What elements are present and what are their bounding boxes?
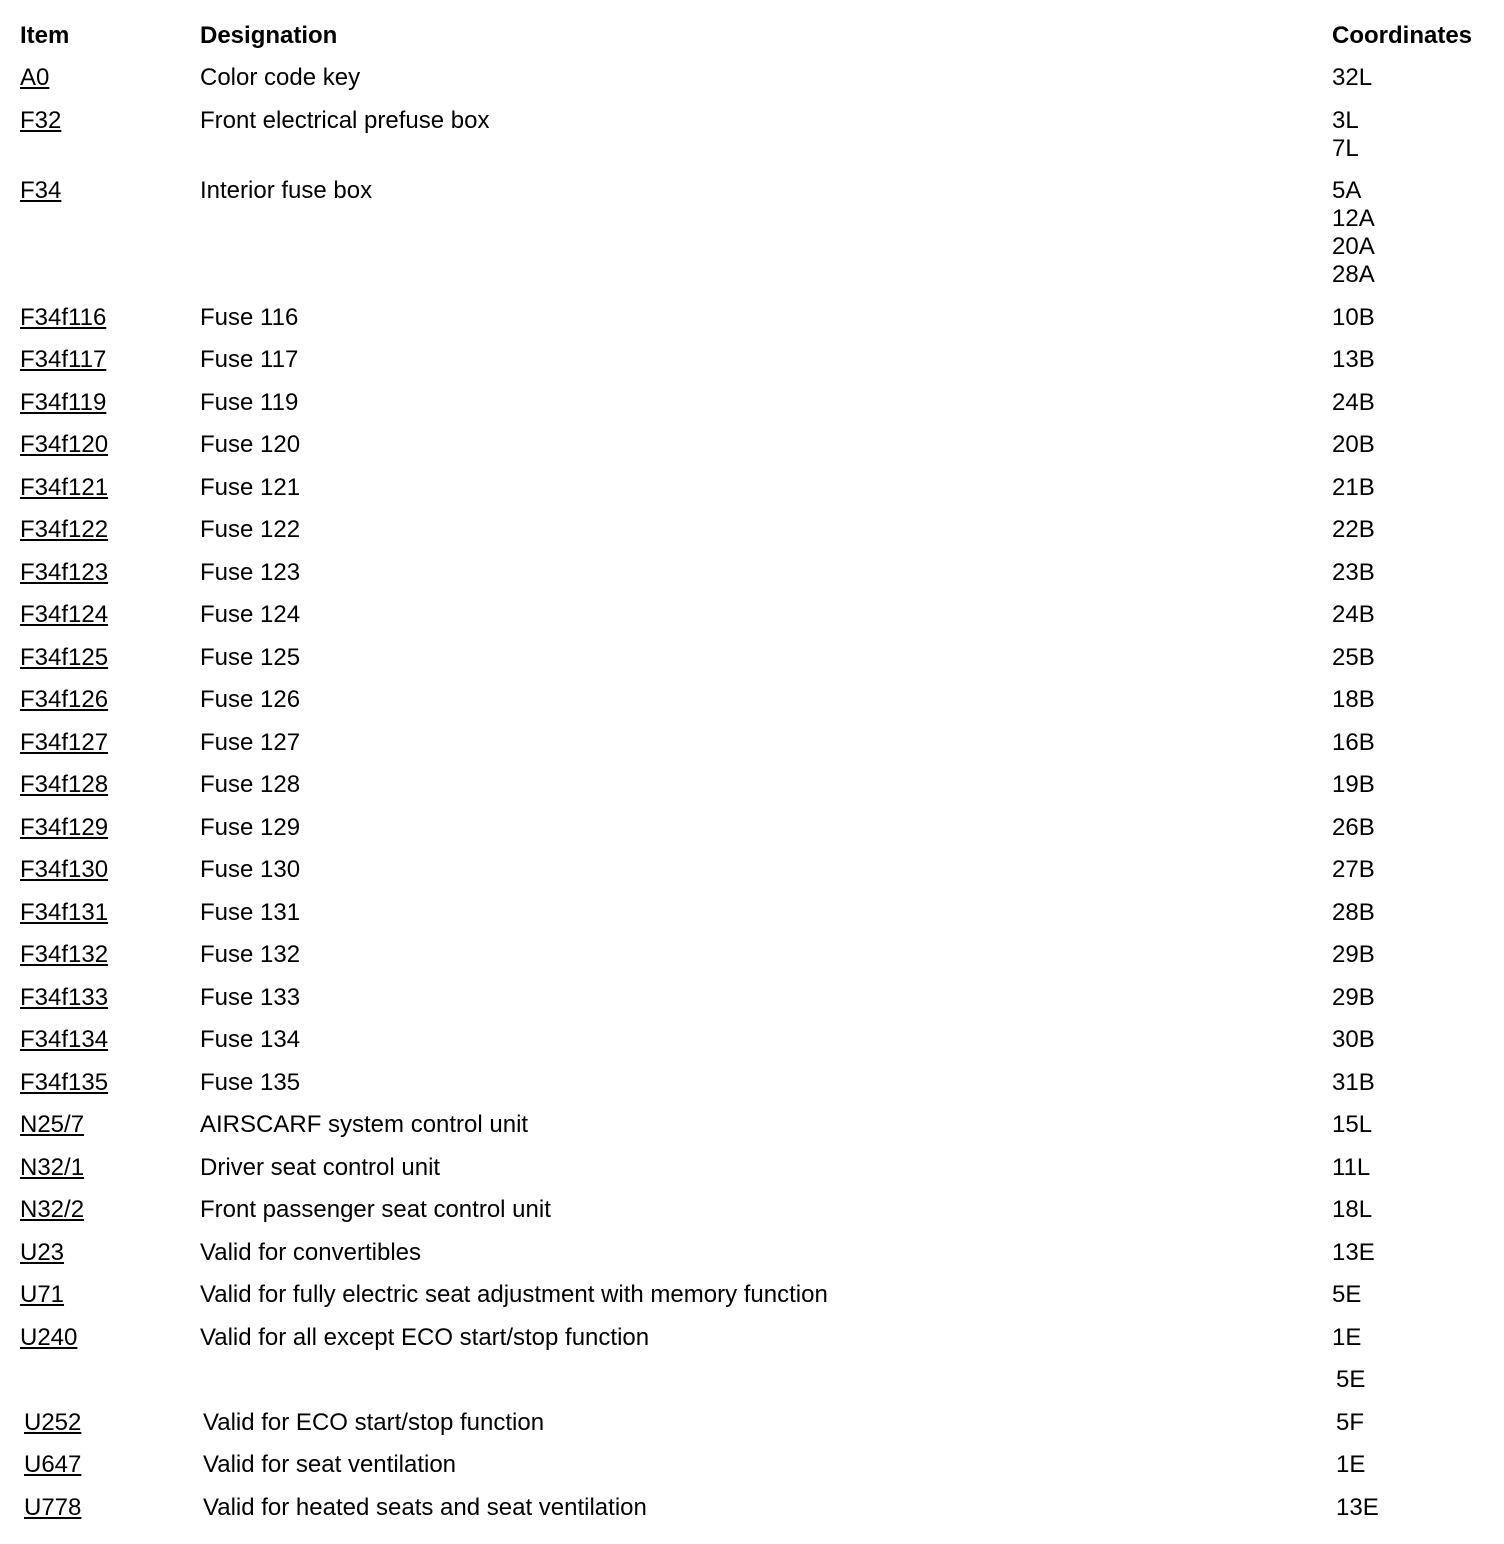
designation-text: Fuse 132: [200, 941, 301, 968]
table-row: [0, 472, 1504, 515]
table-row: [0, 387, 1504, 430]
item-link[interactable]: F34: [20, 177, 62, 204]
table-row: [0, 1279, 1504, 1322]
item-link[interactable]: F34f122: [20, 516, 109, 543]
table-row: [0, 1152, 1504, 1195]
coordinates-cell: [1332, 559, 1375, 587]
designation-text: Fuse 119: [200, 388, 299, 416]
coordinate-value: 20B: [1332, 431, 1375, 458]
item-link[interactable]: F34f125: [20, 643, 109, 671]
table-row: [0, 684, 1504, 727]
item-link[interactable]: F34f120: [20, 431, 109, 458]
coordinate-value: 13E: [1336, 1493, 1379, 1521]
coordinate-value: 10B: [1332, 303, 1375, 331]
designation-text: Fuse 123: [200, 558, 301, 586]
designation-text: Fuse 130: [200, 856, 301, 883]
coordinate-value: 5E: [1332, 1281, 1362, 1308]
coordinate-value: 26B: [1332, 813, 1375, 841]
coordinates-cell: [1332, 474, 1375, 502]
coordinate-value: 12A: [1332, 205, 1375, 232]
designation-text: Interior fuse box: [200, 177, 373, 204]
coordinate-value: 29B: [1332, 941, 1375, 968]
coordinates-cell: [1332, 1154, 1370, 1182]
coordinate-value: 32L: [1332, 64, 1373, 91]
coordinates-cell: [1332, 644, 1375, 672]
designation-text: AIRSCARF system control unit: [200, 1111, 529, 1138]
coordinate-value: 13B: [1332, 346, 1375, 373]
coordinates-cell: [1332, 177, 1375, 289]
designation-text: Fuse 129: [200, 813, 301, 841]
designation-text: Valid for convertibles: [200, 1238, 421, 1266]
designation-text: Fuse 135: [200, 1068, 301, 1096]
item-link[interactable]: F34f119: [20, 388, 107, 416]
header-designation: Designation: [200, 22, 338, 49]
coordinates-cell: [1332, 856, 1375, 884]
table-row: [0, 1194, 1504, 1237]
coordinate-value: 1E: [1336, 1451, 1366, 1478]
table-row: [0, 105, 1504, 176]
item-link[interactable]: F34f126: [20, 686, 109, 713]
coordinate-value: 28B: [1332, 898, 1375, 926]
item-link[interactable]: U778: [24, 1493, 82, 1521]
item-link[interactable]: F34f133: [20, 983, 109, 1011]
table-body: [0, 62, 1504, 1534]
coordinates-cell: [1332, 1239, 1375, 1267]
coordinates-cell: [1332, 389, 1375, 417]
header-item: Item: [20, 22, 70, 49]
coordinates-cell: [1332, 1324, 1361, 1352]
coordinate-value: 7L: [1332, 134, 1359, 162]
coordinates-cell: [1332, 107, 1359, 163]
coordinate-value: 1E: [1332, 1323, 1362, 1351]
designation-text: Fuse 134: [200, 1026, 301, 1053]
coordinate-value: 5E: [1336, 1366, 1366, 1393]
designation-text: Valid for heated seats and seat ventilation: [203, 1493, 647, 1521]
coordinate-value: 27B: [1332, 856, 1375, 883]
table-row: [0, 514, 1504, 557]
table-row: [0, 1364, 1504, 1407]
designation-text: Valid for ECO start/stop function: [203, 1408, 545, 1436]
item-link[interactable]: U71: [20, 1281, 65, 1308]
table-row: [0, 1407, 1504, 1450]
item-link[interactable]: F34f129: [20, 813, 109, 841]
designation-text: Color code key: [200, 64, 361, 91]
table-row: [0, 854, 1504, 897]
coordinate-value: 15L: [1332, 1111, 1373, 1138]
item-link[interactable]: N32/2: [20, 1196, 85, 1223]
coordinates-cell: [1336, 1494, 1379, 1522]
coordinate-value: 5F: [1336, 1408, 1365, 1436]
designation-text: Front electrical prefuse box: [200, 106, 490, 134]
coordinates-cell: [1332, 1196, 1372, 1224]
table-row: [0, 429, 1504, 472]
coordinate-value: 20A: [1332, 233, 1375, 260]
table-row: [0, 557, 1504, 600]
item-link[interactable]: F34f117: [20, 346, 107, 373]
item-link[interactable]: F34f116: [20, 303, 107, 331]
coordinates-cell: [1332, 984, 1375, 1012]
coordinate-value: 23B: [1332, 558, 1375, 586]
designation-text: Fuse 116: [200, 303, 299, 331]
item-link[interactable]: F34f128: [20, 771, 109, 798]
table-row: [0, 1067, 1504, 1110]
coordinates-cell: [1336, 1366, 1365, 1394]
coordinates-cell: [1336, 1451, 1365, 1479]
item-link[interactable]: F34f124: [20, 601, 109, 628]
designation-text: Valid for seat ventilation: [203, 1451, 457, 1478]
coordinate-value: 11L: [1332, 1153, 1371, 1181]
designation-text: Valid for all except ECO start/stop function: [200, 1323, 650, 1351]
coordinate-value: 30B: [1332, 1026, 1375, 1053]
designation-text: Valid for fully electric seat adjustment with memory function: [200, 1281, 828, 1308]
coordinate-value: 19B: [1332, 771, 1375, 798]
table-row: [0, 1237, 1504, 1280]
coordinate-value: 21B: [1332, 473, 1375, 501]
designation-text: Fuse 122: [200, 516, 301, 543]
header-coordinates: Coordinates: [1332, 22, 1473, 49]
item-link[interactable]: F34f131: [20, 898, 109, 926]
coordinates-cell: [1332, 814, 1375, 842]
coordinate-value: 22B: [1332, 516, 1375, 543]
coordinates-cell: [1332, 346, 1375, 374]
designation-text: Fuse 131: [200, 898, 301, 926]
coordinate-value: 31B: [1332, 1068, 1375, 1096]
coordinates-cell: [1332, 729, 1375, 757]
item-link[interactable]: F34f123: [20, 558, 109, 586]
table-row: [0, 769, 1504, 812]
table-row: [0, 62, 1504, 105]
item-link[interactable]: N25/7: [20, 1111, 85, 1138]
table-row: [0, 812, 1504, 855]
coordinate-value: 18L: [1332, 1196, 1373, 1223]
coordinates-cell: [1332, 1111, 1372, 1139]
item-link[interactable]: F32: [20, 106, 62, 134]
table-row: [0, 1109, 1504, 1152]
item-link[interactable]: F34f121: [20, 473, 109, 501]
table-row: [0, 939, 1504, 982]
coordinate-value: 18B: [1332, 686, 1375, 713]
designation-text: Fuse 126: [200, 686, 301, 713]
coordinate-value: 24B: [1332, 388, 1375, 416]
coordinates-cell: [1332, 686, 1375, 714]
coordinate-value: 29B: [1332, 983, 1375, 1011]
coordinates-cell: [1332, 1281, 1361, 1309]
designation-text: Driver seat control unit: [200, 1153, 441, 1181]
coordinates-cell: [1332, 1026, 1375, 1054]
coordinates-cell: [1332, 899, 1375, 927]
item-link[interactable]: A0: [20, 64, 50, 91]
table-row: [0, 897, 1504, 940]
coordinates-cell: [1332, 1069, 1375, 1097]
coordinates-cell: [1332, 431, 1375, 459]
designation-text: Fuse 125: [200, 643, 301, 671]
coordinate-value: 25B: [1332, 643, 1375, 671]
coordinate-value: 28A: [1332, 261, 1375, 288]
designation-text: Fuse 121: [200, 473, 301, 501]
designation-text: Fuse 117: [200, 346, 299, 373]
designation-text: Fuse 124: [200, 601, 301, 628]
item-link[interactable]: F34f132: [20, 941, 109, 968]
designation-text: Fuse 133: [200, 983, 301, 1011]
coordinate-value: 5A: [1332, 177, 1362, 204]
table-row: [0, 1322, 1504, 1365]
item-link[interactable]: U240: [20, 1323, 78, 1351]
table-row: [0, 727, 1504, 770]
item-link[interactable]: F34f130: [20, 856, 109, 883]
item-link[interactable]: U647: [24, 1451, 82, 1478]
table-row: [0, 302, 1504, 345]
designation-text: Front passenger seat control unit: [200, 1196, 551, 1223]
table-row: [0, 642, 1504, 685]
item-link[interactable]: U23: [20, 1238, 65, 1266]
coordinates-cell: [1332, 941, 1375, 969]
coordinate-value: 3L: [1332, 106, 1359, 134]
item-link[interactable]: F34f135: [20, 1068, 109, 1096]
coordinate-value: 16B: [1332, 728, 1375, 756]
item-link[interactable]: F34f127: [20, 728, 109, 756]
coordinates-cell: [1332, 771, 1375, 799]
table-row: [0, 1449, 1504, 1492]
coordinates-cell: [1336, 1409, 1364, 1437]
designation-text: Fuse 128: [200, 771, 301, 798]
table-row: [0, 599, 1504, 642]
designation-text: Fuse 120: [200, 431, 301, 458]
item-link[interactable]: F34f134: [20, 1026, 109, 1053]
coordinates-cell: [1332, 601, 1375, 629]
coordinates-cell: [1332, 516, 1375, 544]
designation-text: Fuse 127: [200, 728, 301, 756]
table-header: [0, 18, 1504, 54]
coordinate-value: 24B: [1332, 601, 1375, 628]
coordinate-value: 13E: [1332, 1238, 1375, 1266]
table-row: [0, 344, 1504, 387]
table-row: [0, 175, 1504, 302]
item-link[interactable]: U252: [24, 1408, 82, 1436]
coordinates-cell: [1332, 304, 1375, 332]
coordinates-cell: [1332, 64, 1372, 92]
table-row: [0, 982, 1504, 1025]
item-link[interactable]: N32/1: [20, 1153, 85, 1181]
table-row: [0, 1024, 1504, 1067]
table-row: [0, 1492, 1504, 1535]
